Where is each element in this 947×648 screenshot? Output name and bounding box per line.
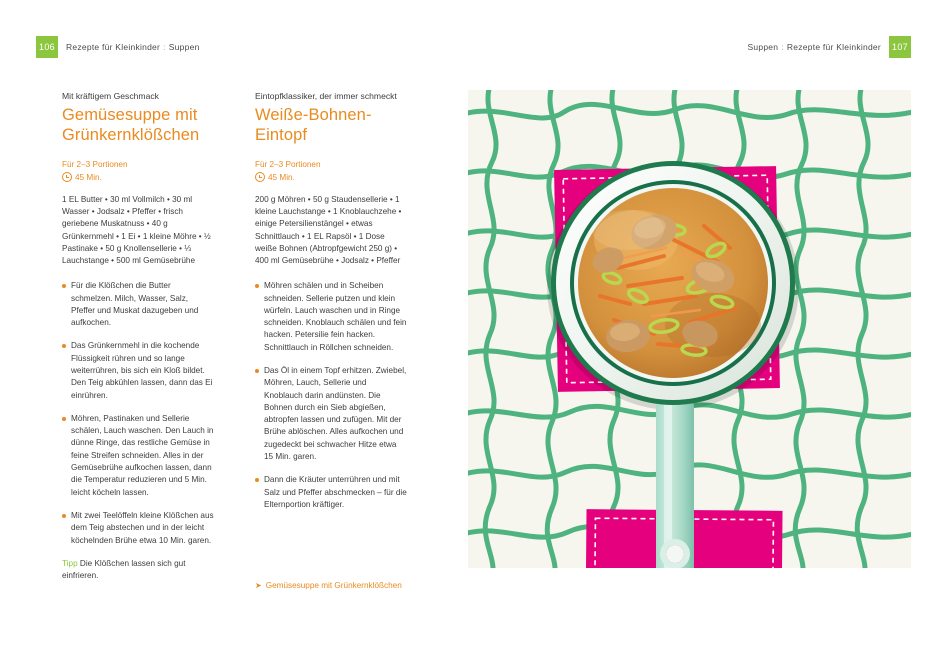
recipe-ingredients: 1 EL Butter • 30 ml Vollmilch • 30 ml Wasser • Jodsalz • Pfeffer • frisch geriebene Muskatnuss • 40 g Grünkernmehl • 1 Ei • 1 kleine Möhre • ½ Pastinake • 50 g Knollensellerie • ⅓ Lauchstange • 500 ml Gemüsebrühe: [62, 195, 211, 266]
recipe-step: Dann die Kräuter unterrühren und mit Salz und Pfeffer abschmecken – für die Elternportion kräftiger.: [255, 474, 407, 511]
recipe-time: [255, 172, 407, 184]
folio-right: 107: [889, 36, 911, 58]
running-head-left-part2: Suppen: [168, 42, 200, 52]
recipe-ingredients: 200 g Möhren • 50 g Staudensellerie • 1 kleine Lauchstange • 1 Knoblauchzehe • einige Petersilienstängel • etwas Schnittlauch • 1 EL Rapsöl • 1 Dose weiße Bohnen (Abtropfgewicht 250 g) • 400 ml Gemüsebrühe • Jodsalz • Pfeffer: [255, 195, 402, 266]
recipe-time-label: 45 Min.: [268, 172, 295, 182]
running-head-left-separator: :: [163, 42, 166, 52]
recipe-step: Das Öl in einem Topf erhitzen. Zwiebel, Möhren, Lauch, Sellerie und Knoblauch darin andünsten. Die Bohnen durch ein Sieb abgießen, abtropfen lassen und zufügen. Mit der Brühe ablöschen. Alles aufkochen und zugedeckt bei schwacher Hitze etwa 15 Min. garen.: [255, 365, 407, 463]
recipe-kicker: Eintopfklassiker, der immer schmeckt: [255, 91, 397, 101]
recipe-time-label: 45 Min.: [75, 172, 102, 182]
running-head-right-part2: Rezepte für Kleinkinder: [786, 42, 881, 52]
recipe-step: Für die Klößchen die Butter schmelzen. Milch, Wasser, Salz, Pfeffer und Muskat dazugeben und aufkochen.: [62, 280, 214, 329]
clock-icon: [255, 172, 265, 182]
recipe-title: Gemüsesuppe mit Grünkernklößchen: [62, 106, 200, 144]
recipe-column-1: [62, 90, 214, 582]
recipe-step: Möhren, Pastinaken und Sellerie schälen, Lauch waschen. Den Lauch in dünne Ringe, das restliche Gemüse in feine Streifen schneiden. Alles in der Gemüsebrühe aufkochen lassen, dann die Temperatur reduzieren und 5 Min. leicht köcheln lassen.: [62, 413, 214, 499]
arrow-icon: ➤: [255, 581, 262, 590]
recipe-tip-text: Die Klößchen lassen sich gut einfrieren.: [62, 558, 186, 581]
running-head-right-separator: :: [781, 42, 784, 52]
recipe-photo: [468, 90, 911, 568]
recipe-portions: Für 2–3 Portionen: [62, 160, 128, 169]
recipe-tip: [62, 558, 214, 583]
running-head-left-part1: Rezepte für Kleinkinder: [66, 42, 161, 52]
recipe-step: Möhren schälen und in Scheiben schneiden. Sellerie putzen und klein würfeln. Lauch waschen und in Ringe schneiden. Knoblauch schälen und fein hacken. Petersilie fein hacken. Schnittlauch in Röllchen schneiden.: [255, 280, 407, 354]
photo-illustration: [468, 90, 911, 568]
photo-caption: [255, 581, 455, 591]
recipe-step: Das Grünkernmehl in die kochende Flüssigkeit rühren und so lange weiterrühren, bis sich ein Kloß bildet. Den Teig abkühlen lassen, dann das Ei einrühren.: [62, 340, 214, 401]
clock-icon: [62, 172, 72, 182]
recipe-step: Mit zwei Teelöffeln kleine Klößchen aus dem Teig abstechen und in der leicht köchelnden Brühe etwa 10 Min. garen.: [62, 510, 214, 547]
recipe-time: [62, 172, 214, 184]
running-head-left: [66, 42, 200, 52]
recipe-kicker: Mit kräftigem Geschmack: [62, 91, 159, 101]
recipe-portions: Für 2–3 Portionen: [255, 160, 321, 169]
running-head-right-part1: Suppen: [747, 42, 779, 52]
folio-left: 106: [36, 36, 58, 58]
recipe-title: Weiße-Bohnen-Eintopf: [255, 106, 372, 144]
recipe-column-2: [255, 90, 407, 522]
recipe-tip-label: Tipp: [62, 558, 78, 568]
running-head-right: [747, 42, 881, 52]
photo-caption-text: Gemüsesuppe mit Grünkernklößchen: [265, 581, 402, 590]
